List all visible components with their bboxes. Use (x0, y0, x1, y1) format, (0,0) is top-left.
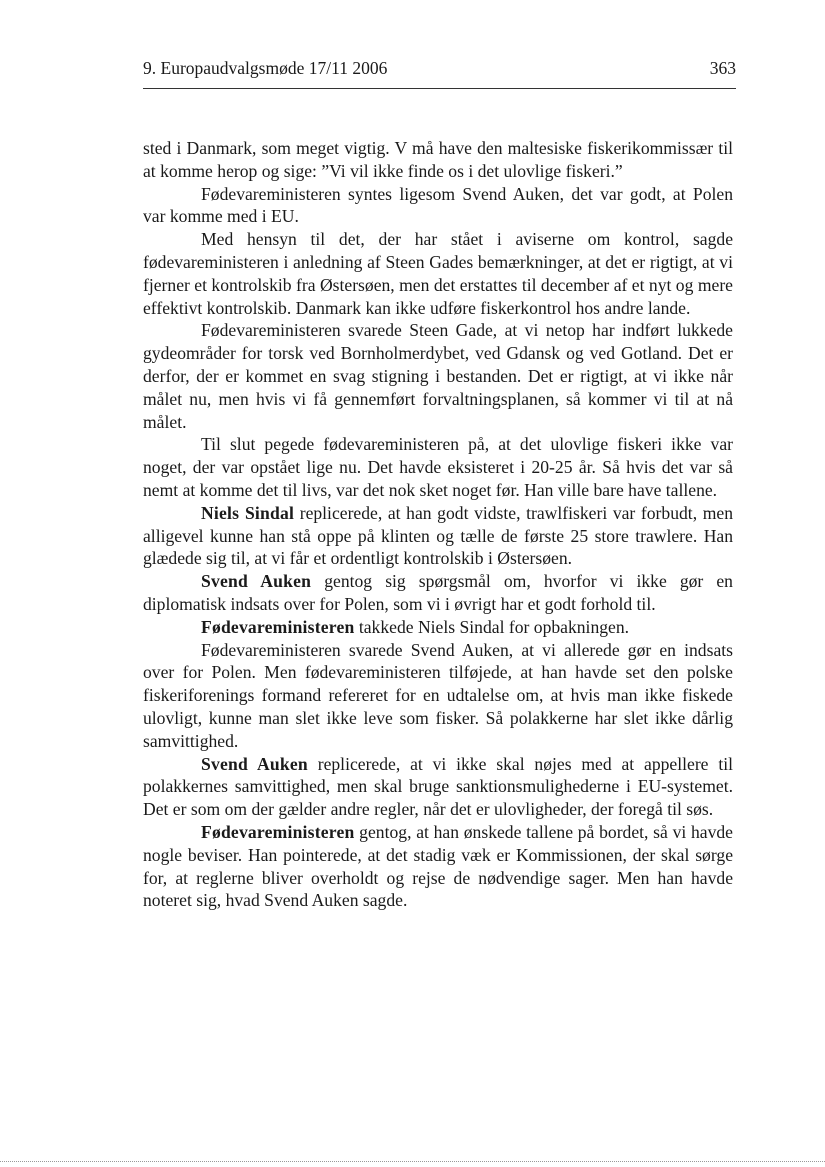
running-header (143, 58, 736, 84)
paragraph-text: sted i Danmark, som meget vigtig. V må have den maltesiske fiskerikommissær til at komme herop og sige: ”Vi vil ikke finde os i det ulovlige fiskeri.” (143, 138, 733, 181)
paragraph-text: replicerede, at han godt vidste, trawlfiskeri var forbudt, men alligevel kunne han stå oppe på klinten og tælle de første 25 store trawlere. Han glædede sig til, at vi får et ordentligt kontrolskib i Østersøen. (143, 502, 733, 569)
paragraph (143, 433, 733, 501)
speaker-name: Fødevareministeren (201, 821, 355, 842)
paragraph (143, 570, 733, 616)
paragraph-text: Fødevareministeren svarede Steen Gade, at vi netop har indført lukkede gydeområder for torsk ved Bornholmerdybet, ved Gdansk og ved Gotland. Det er derfor, der er kommet en svag stigning i bestanden. Det er rigtigt, at vi ikke når målet nu, men hvis vi få gennemført forvaltningsplanen, så kommer vi til at nå målet. (143, 320, 733, 432)
paragraph (143, 753, 733, 821)
speaker-name: Svend Auken (201, 571, 312, 592)
speaker-name: Fødevareministeren (201, 616, 355, 637)
scan-edge-line (0, 1161, 825, 1162)
paragraph-text: gentog sig spørgsmål om, hvorfor vi ikke gør en diplomatisk indsats over for Polen, som vi i øvrigt har et godt forhold til. (143, 571, 733, 614)
paragraph (143, 319, 733, 433)
header-divider (143, 88, 736, 89)
speaker-name: Svend Auken (201, 753, 308, 774)
paragraph (143, 821, 733, 912)
body-text (143, 137, 733, 912)
paragraph-text: Med hensyn til det, der har stået i aviserne om kontrol, sagde fødevareministeren i anledning af Steen Gades bemærkninger, at det er rigtigt, at vi fjerner et kontrolskib fra Østersøen, men det erstattes til december af et nyt og mere effektivt kontrolskib. Danmark kan ikke udføre fiskerkontrol hos andre lande. (143, 229, 733, 318)
paragraph-text: replicerede, at vi ikke skal nøjes med at appellere til polakkernes samvittighed, men skal bruge sanktionsmulighederne i EU-systemet. Det er som om der gælder andre regler, når det er ulovligheder, der foregå til søs. (143, 753, 733, 820)
paragraph (143, 228, 733, 319)
paragraph (143, 137, 733, 183)
paragraph-text: gentog, at han ønskede tallene på bordet, så vi havde nogle beviser. Han pointerede, at det stadig væk er Kommissionen, der skal sørge for, at reglerne bliver overholdt og rejse de nødvendige sager. Men han havde noteret sig, hvad Svend Auken sagde. (143, 821, 733, 911)
paragraph (143, 639, 733, 753)
paragraph-text: takkede Niels Sindal for opbakningen. (354, 616, 630, 637)
paragraph-text: Fødevareministeren svarede Svend Auken, at vi allerede gør en indsats over for Polen. Men fødevareministeren tilføjede, at han havde set den polske fiskeriforenings formand refereret for en udtalelse om, at hvis man ikke fiskede ulovligt, kunne man slet ikke leve som fisker. Så polakkerne har slet ikke dårlig samvittighed. (143, 639, 733, 751)
page-number: 363 (709, 58, 736, 78)
paragraph-text: Fødevareministeren syntes ligesom Svend Auken, det var godt, at Polen var komme med i EU. (143, 183, 733, 227)
paragraph (143, 502, 733, 570)
header-title: 9. Europaudvalgsmøde 17/11 2006 (143, 58, 388, 78)
speaker-name: Niels Sindal (201, 502, 295, 523)
paragraph (143, 616, 733, 639)
paragraph (143, 183, 733, 229)
paragraph-text: Til slut pegede fødevareministeren på, at det ulovlige fiskeri ikke var noget, der var opstået lige nu. Det havde eksisteret i 20-25 år. Så hvis det var så nemt at komme det til livs, var det nok sket noget før. Han ville bare have tallene. (143, 434, 733, 500)
